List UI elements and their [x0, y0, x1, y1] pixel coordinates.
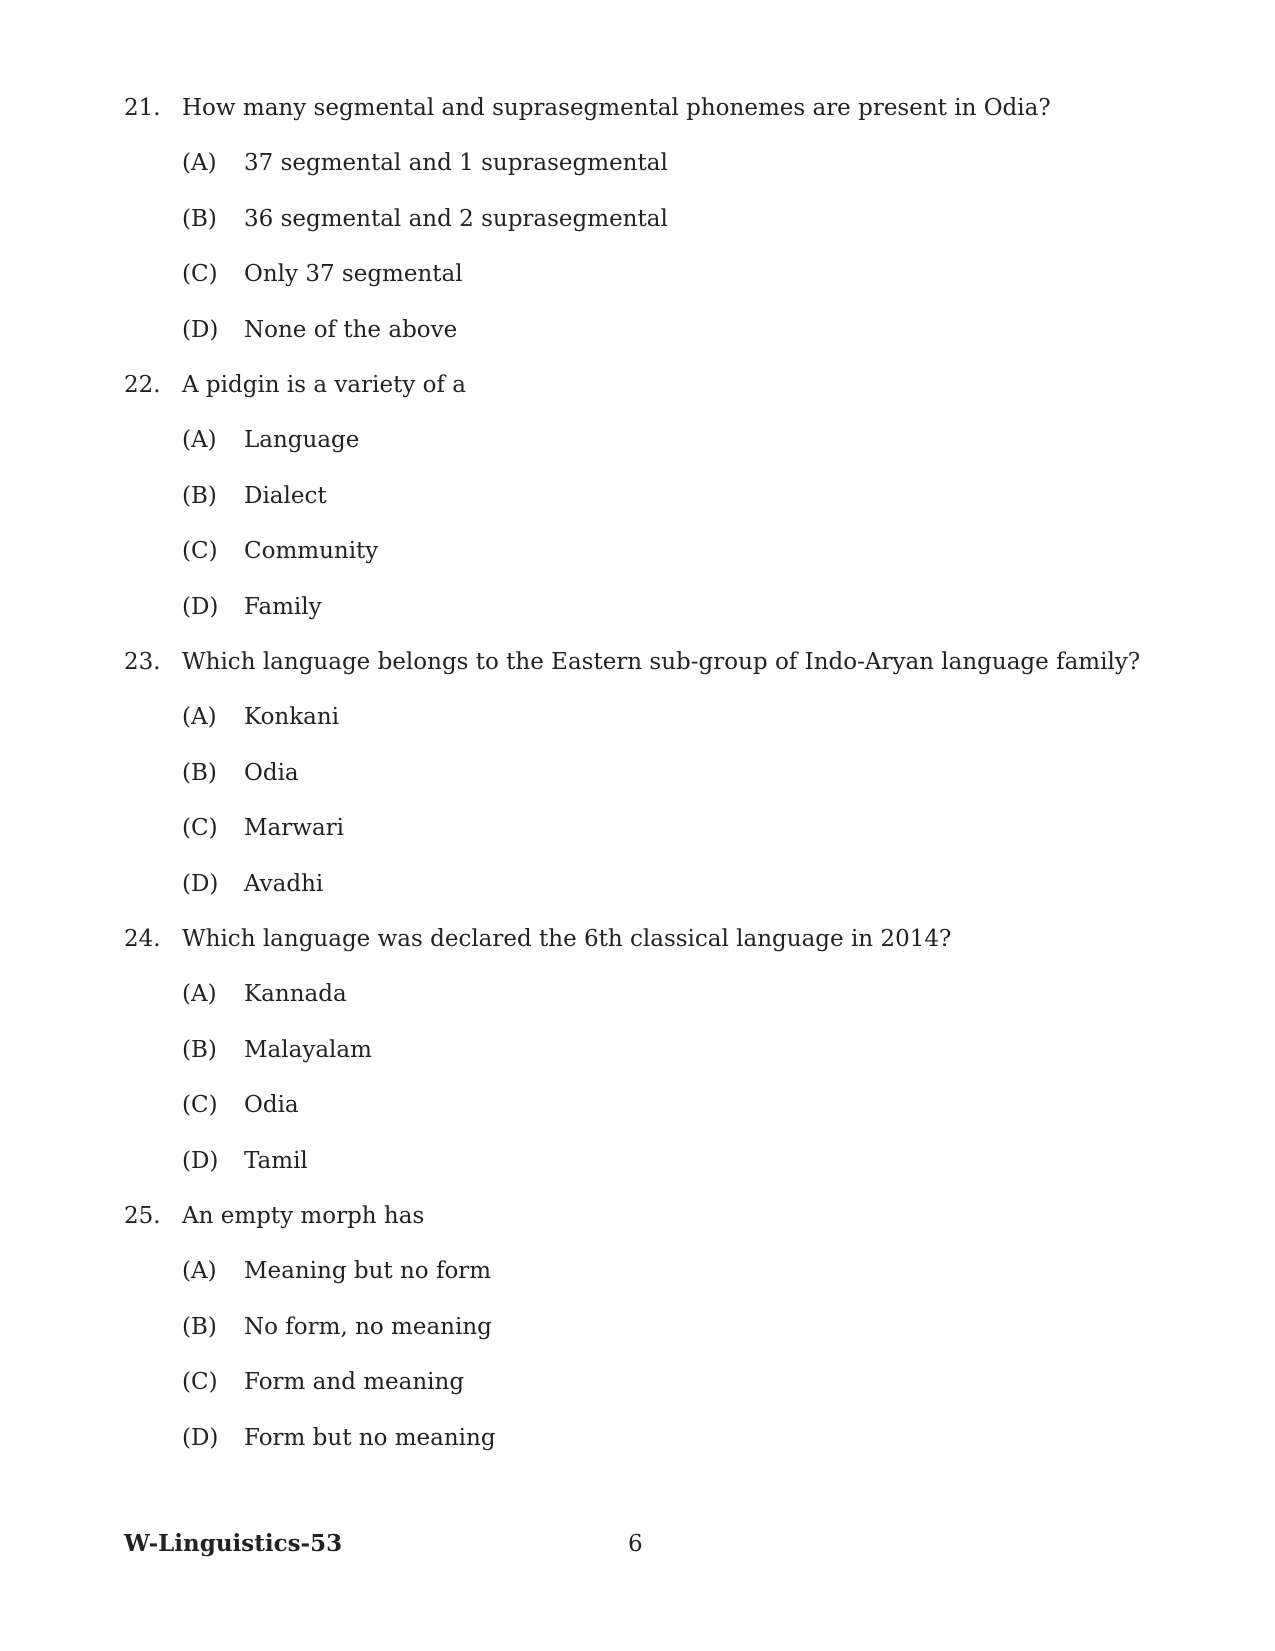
question-22 [124, 369, 1174, 646]
option-b [124, 203, 1174, 259]
option-a [124, 147, 1174, 203]
question-number: 25. [124, 1203, 161, 1229]
option-d [124, 1422, 1174, 1478]
option-text: No form, no meaning [244, 1313, 492, 1340]
question-number: 24. [124, 926, 161, 952]
page-footer [124, 1528, 1124, 1568]
option-text: 37 segmental and 1 suprasegmental [244, 150, 668, 176]
option-text: Tamil [244, 1147, 308, 1174]
option-letter: (D) [182, 1147, 219, 1174]
question-text: A pidgin is a variety of a [182, 372, 467, 398]
option-b [124, 1034, 1174, 1090]
option-text: Form but no meaning [244, 1424, 496, 1451]
option-letter: (A) [182, 150, 217, 176]
option-text: Avadhi [244, 870, 324, 897]
option-letter: (C) [182, 1369, 218, 1395]
option-letter: (A) [182, 427, 217, 453]
question-number: 22. [124, 372, 161, 398]
question-25 [124, 1200, 1174, 1477]
option-letter: (A) [182, 981, 217, 1007]
option-text: Language [244, 427, 360, 453]
option-text: Marwari [244, 815, 345, 841]
option-c [124, 535, 1174, 591]
question-21 [124, 92, 1174, 369]
question-stem [124, 1200, 1174, 1255]
option-letter: (D) [182, 593, 219, 620]
option-letter: (A) [182, 704, 217, 730]
paper-code: W-Linguistics-53 [124, 1530, 343, 1557]
option-a [124, 1255, 1174, 1311]
question-text: Which language was declared the 6th classical language in 2014? [182, 926, 952, 952]
option-a [124, 701, 1174, 757]
option-letter: (C) [182, 261, 218, 287]
option-a [124, 424, 1174, 480]
option-letter: (B) [182, 205, 217, 232]
option-letter: (C) [182, 1092, 218, 1118]
option-text: Only 37 segmental [244, 261, 463, 287]
option-c [124, 1366, 1174, 1422]
question-number: 23. [124, 649, 161, 675]
option-text: Form and meaning [244, 1369, 465, 1395]
option-a [124, 978, 1174, 1034]
question-stem [124, 646, 1174, 701]
option-text: Malayalam [244, 1036, 372, 1063]
option-b [124, 1311, 1174, 1367]
option-letter: (D) [182, 870, 219, 897]
option-text: Community [244, 538, 379, 564]
option-text: Odia [244, 759, 299, 786]
option-text: Kannada [244, 981, 347, 1007]
option-text: Meaning but no form [244, 1258, 492, 1284]
question-list [124, 92, 1174, 1477]
option-d [124, 868, 1174, 924]
option-letter: (B) [182, 759, 217, 786]
option-c [124, 812, 1174, 868]
option-text: Dialect [244, 482, 327, 509]
option-text: Konkani [244, 704, 340, 730]
question-number: 21. [124, 95, 161, 121]
option-letter: (B) [182, 1313, 217, 1340]
option-c [124, 1089, 1174, 1145]
question-stem [124, 369, 1174, 424]
question-text: How many segmental and suprasegmental phonemes are present in Odia? [182, 95, 1051, 121]
option-d [124, 591, 1174, 647]
option-letter: (D) [182, 1424, 219, 1451]
option-letter: (C) [182, 815, 218, 841]
question-text: An empty morph has [182, 1203, 425, 1229]
page-number: 6 [628, 1531, 643, 1557]
option-b [124, 757, 1174, 813]
question-text: Which language belongs to the Eastern sub-group of Indo-Aryan language family? [182, 649, 1141, 675]
option-letter: (D) [182, 316, 219, 343]
option-d [124, 314, 1174, 370]
option-text: Odia [244, 1092, 299, 1118]
option-b [124, 480, 1174, 536]
option-d [124, 1145, 1174, 1201]
question-23 [124, 646, 1174, 923]
option-text: 36 segmental and 2 suprasegmental [244, 205, 668, 232]
option-letter: (A) [182, 1258, 217, 1284]
option-letter: (B) [182, 482, 217, 509]
question-stem [124, 923, 1174, 978]
option-text: None of the above [244, 316, 458, 343]
question-stem [124, 92, 1174, 147]
option-letter: (C) [182, 538, 218, 564]
question-24 [124, 923, 1174, 1200]
option-c [124, 258, 1174, 314]
option-letter: (B) [182, 1036, 217, 1063]
option-text: Family [244, 593, 322, 620]
